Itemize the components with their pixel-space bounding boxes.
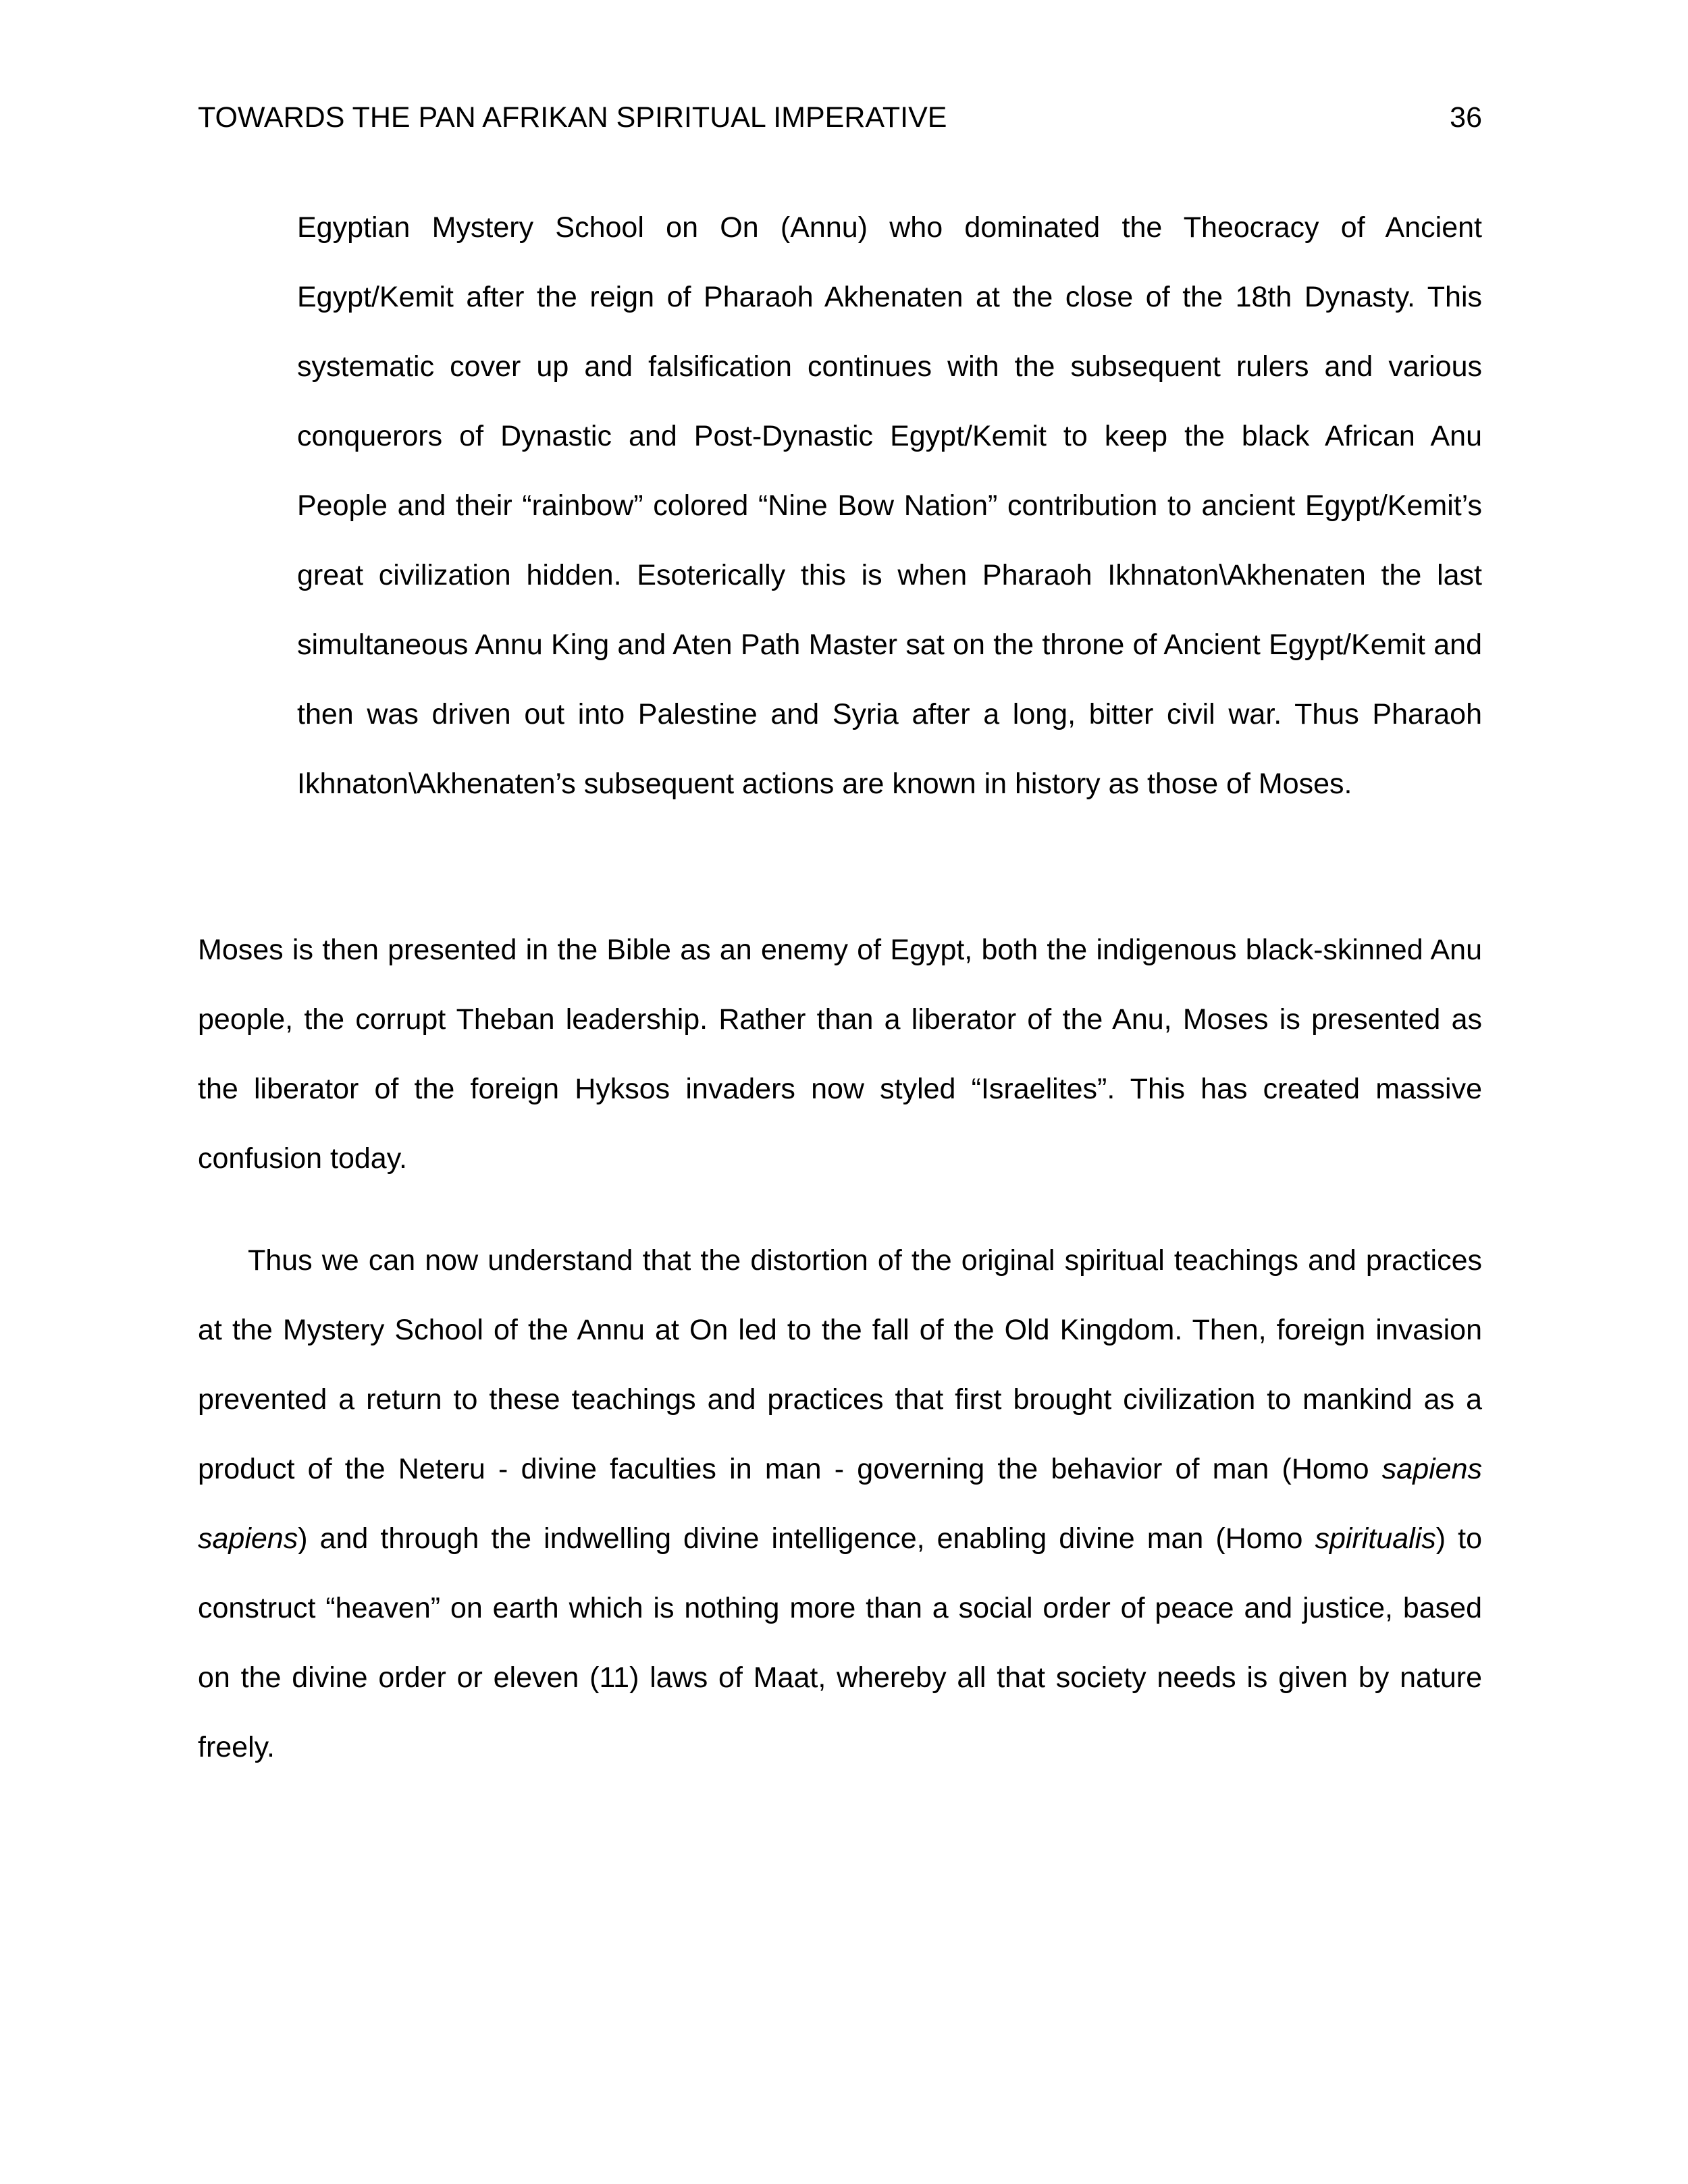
paragraph-2-text-part-1: Thus we can now understand that the distortion of the original spiritual teachings and practices at the Mystery School of the Annu at On led to the fall of the Old Kingdom. Then, foreign invasion prevented a return to these teachings and practices that first brought civilization to mankind as a product of the Neteru - divine faculties in man - governing the behavior of man (Homo (198, 1244, 1482, 1485)
block-quote: Egyptian Mystery School on On (Annu) who dominated the Theocracy of Ancient Egypt/Kemit after the reign of Pharaoh Akhenaten at the close of the 18th Dynasty. This systematic cover up and falsification continues with the subsequent rulers and various conquerors of Dynastic and Post-Dynastic Egypt/Kemit to keep the black African Anu People and their “rainbow” colored “Nine Bow Nation” contribution to ancient Egypt/Kemit’s great civilization hidden. Esoterically this is when Pharaoh Ikhnaton\Akhenaten the last simultaneous Annu King and Aten Path Master sat on the throne of Ancient Egypt/Kemit and then was driven out into Palestine and Syria after a long, bitter civil war. Thus Pharaoh Ikhnaton\Akhenaten’s subsequent actions are known in history as those of Moses. (297, 211, 1482, 800)
paragraph-2-text-part-3: ) to construct “heaven” on earth which is nothing more than a social order of peace and justice, based on the divine order or eleven (11) laws of Maat, whereby all that society needs is given by nature freely. (198, 1522, 1482, 1763)
paragraph-2-italic-sapiens: sapiens sapiens (198, 1453, 1482, 1555)
page-number: 36 (1450, 101, 1482, 134)
body-paragraph-1: Moses is then presented in the Bible as an enemy of Egypt, both the indigenous black-skinned Anu people, the corrupt Theban leadership. Rather than a liberator of the Anu, Moses is presented as the liberator of the foreign Hyksos invaders now styled “Israelites”. This has created massive confusion today. (198, 934, 1482, 1175)
body-paragraph-2 (198, 1226, 1482, 1782)
paragraph-2-italic-spiritualis: spiritualis (1315, 1522, 1436, 1555)
running-title: TOWARDS THE PAN AFRIKAN SPIRITUAL IMPERATIVE (198, 101, 947, 134)
running-header (198, 99, 1482, 136)
paragraph-2-text-part-2: ) and through the indwelling divine intelligence, enabling divine man (Homo (298, 1522, 1315, 1555)
